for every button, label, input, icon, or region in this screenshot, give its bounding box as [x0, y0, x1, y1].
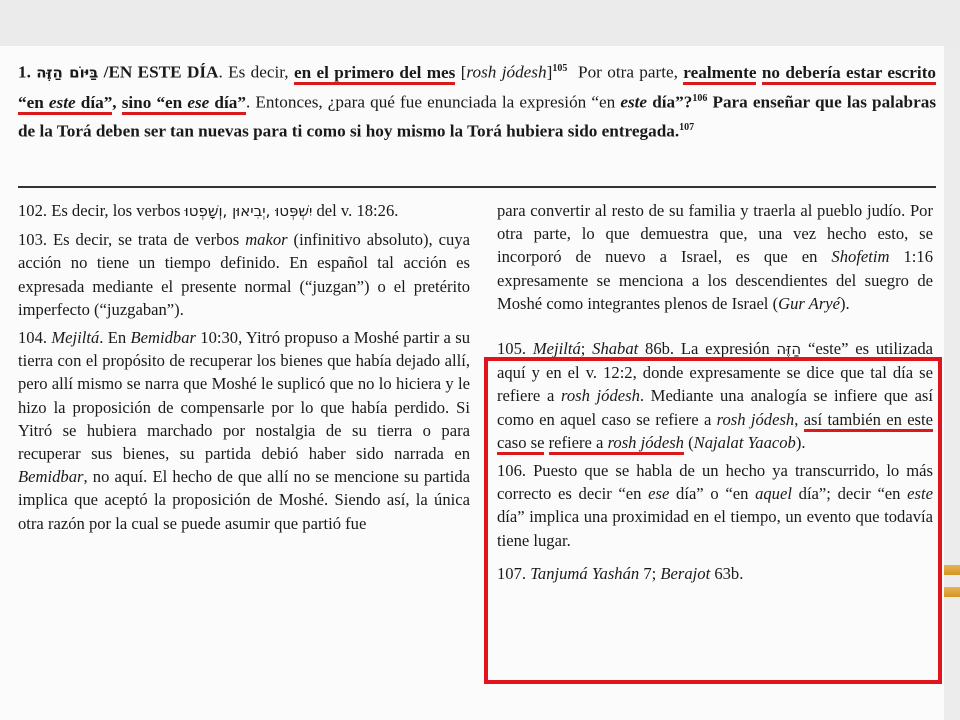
text: día” implica una proximidad en el tiempo, un evento que todavía tiene lugar.	[497, 507, 933, 550]
text: para convertir al resto de su familia y traerla al pueblo judío. Por otra parte, lo que demuestra que, una vez hecho esto, se incorporó de nuevo a Israel, es que en	[497, 201, 933, 267]
footnote-104-continued	[497, 199, 933, 315]
hebrew-lemma: בַּיּוֹם הַזֶּה	[36, 63, 99, 82]
commentary-header	[18, 56, 936, 145]
text: día”; decir “en	[791, 484, 908, 504]
underlined-phrase: realmente	[683, 63, 756, 85]
underlined-phrase: así también en este caso se	[497, 410, 933, 455]
text: sino “en	[121, 92, 188, 112]
text: “este” es utilizada aquí y en el v. 12:2, donde expresamente se dice que tal día se refiere a	[497, 339, 933, 406]
text: día”	[209, 92, 246, 112]
text: [	[455, 62, 467, 82]
text: 1:16 expresamente se menciona a los descendientes del suegro de Moshé como integrantes plenos de Israel (	[497, 247, 933, 313]
text: ).	[840, 293, 850, 313]
source: Berajot	[660, 563, 711, 583]
source: Mejiltá	[532, 339, 581, 359]
source: Bemidbar	[130, 328, 196, 348]
underlined-phrase: no debería estar escrito	[762, 63, 936, 85]
term: este	[907, 484, 933, 504]
text: ,	[112, 92, 122, 112]
slide-side-margin	[944, 46, 960, 720]
lemma-translation: EN ESTE DÍA	[108, 62, 219, 82]
term: aquel	[755, 484, 792, 504]
text: 86b. La expresión	[638, 339, 777, 359]
text: día”?	[647, 92, 693, 112]
text: (	[683, 432, 694, 452]
term: rosh jódesh	[466, 62, 547, 82]
underlined-phrase: en el primero del mes	[294, 63, 455, 85]
term: ese	[648, 484, 670, 504]
text: 7;	[639, 563, 661, 583]
footnote-103	[18, 228, 470, 321]
term: rosh jódesh	[607, 432, 684, 452]
text: 102. Es decir, los verbos	[18, 201, 185, 220]
underlined-phrase	[122, 93, 246, 115]
source: Bemidbar	[18, 467, 84, 487]
footnote-ref: 105	[552, 63, 568, 74]
source: Shofetim	[831, 247, 890, 267]
text: 104.	[18, 328, 52, 348]
text: ]	[546, 62, 553, 82]
term: rosh jódesh	[716, 409, 795, 429]
text: . Entonces, ¿para qué fue enunciada la expresión “en	[245, 92, 621, 112]
text: del v. 18:26.	[312, 201, 399, 220]
footnote-ref: 107	[679, 122, 695, 134]
footnote-102	[18, 199, 470, 223]
text: día”	[75, 92, 113, 112]
term: makor	[245, 230, 288, 250]
text: día” o “en	[669, 484, 756, 504]
text: ,	[794, 409, 804, 429]
slide-background	[0, 0, 960, 46]
underlined-phrase	[18, 93, 112, 115]
text: ese	[187, 92, 210, 112]
text: ).	[795, 432, 806, 452]
text: 107.	[497, 563, 531, 583]
text: Para enseñar que las palabras de la Torá deben ser tan nuevas para ti como si hoy mismo la Torá hubiera sido entregada.	[18, 92, 937, 142]
hebrew-text: יִשְׁפְּטוּ ,יְבִיאוּן ,וְשָׁפְטוּ	[184, 202, 313, 220]
text: 106. Puesto que se habla de un hecho ya transcurrido, lo más correcto es decir “en	[497, 461, 933, 504]
source: Shabat	[592, 339, 639, 359]
source: Mejiltá	[51, 328, 100, 348]
text: . Es decir,	[218, 62, 294, 82]
text: ;	[580, 339, 593, 359]
text: Por otra parte,	[578, 62, 684, 82]
text: 63b.	[710, 563, 744, 583]
footnote-104	[18, 326, 470, 535]
text: 10:30, Yitró propuso a Moshé partir a su tierra con el propósito de recuperar los bienes que había dejado allí, pero allí mismo se narra que Moshé le suplicó que no lo hiciera y le hizo la proposición de compensarle por lo que había perdido. Si Yitró se hubiera marchado por nostalgia de su tierra o para recuperar sus bienes, su partida debió haber sido narrada en	[18, 328, 470, 464]
text: 103. Es decir, se trata de verbos	[18, 230, 246, 250]
text: “en	[18, 92, 49, 112]
item-number: 1.	[18, 62, 31, 82]
text: 105.	[497, 339, 533, 359]
text: . En	[99, 328, 131, 348]
source: Tanjumá Yashán	[530, 563, 640, 583]
text: este	[620, 92, 648, 112]
text: , no aquí. El hecho de que allí no se mencione su partida implica que aceptó la proposición de Moshé. Siendo así, la única otra razón por la cual se puede asumir que partió fue	[18, 467, 470, 533]
source: Najalat Yaacob	[693, 432, 796, 452]
footnote-ref: 106	[692, 93, 708, 105]
term: rosh jódesh	[560, 386, 640, 406]
divider	[18, 186, 936, 188]
footnotes-left-column	[18, 199, 470, 540]
hebrew-text: הַזֶּה	[776, 340, 802, 359]
text: . Mediante una analogía se infiere que así como en aquel caso se refiere a	[497, 386, 934, 429]
decorative-stripe	[944, 565, 960, 575]
source: Gur Aryé	[778, 293, 841, 313]
slash: /	[103, 62, 109, 82]
highlight-box	[484, 357, 942, 684]
text: este	[48, 92, 76, 112]
decorative-stripe	[944, 587, 960, 597]
text: (infinitivo absoluto), cuya acción no tiene un tiempo definido. En español tal acción es expresada mediante el presente normal (“juzgan”) o el pretérito imperfecto (“juzgaban”).	[18, 230, 470, 319]
text: refiere a	[548, 432, 608, 452]
